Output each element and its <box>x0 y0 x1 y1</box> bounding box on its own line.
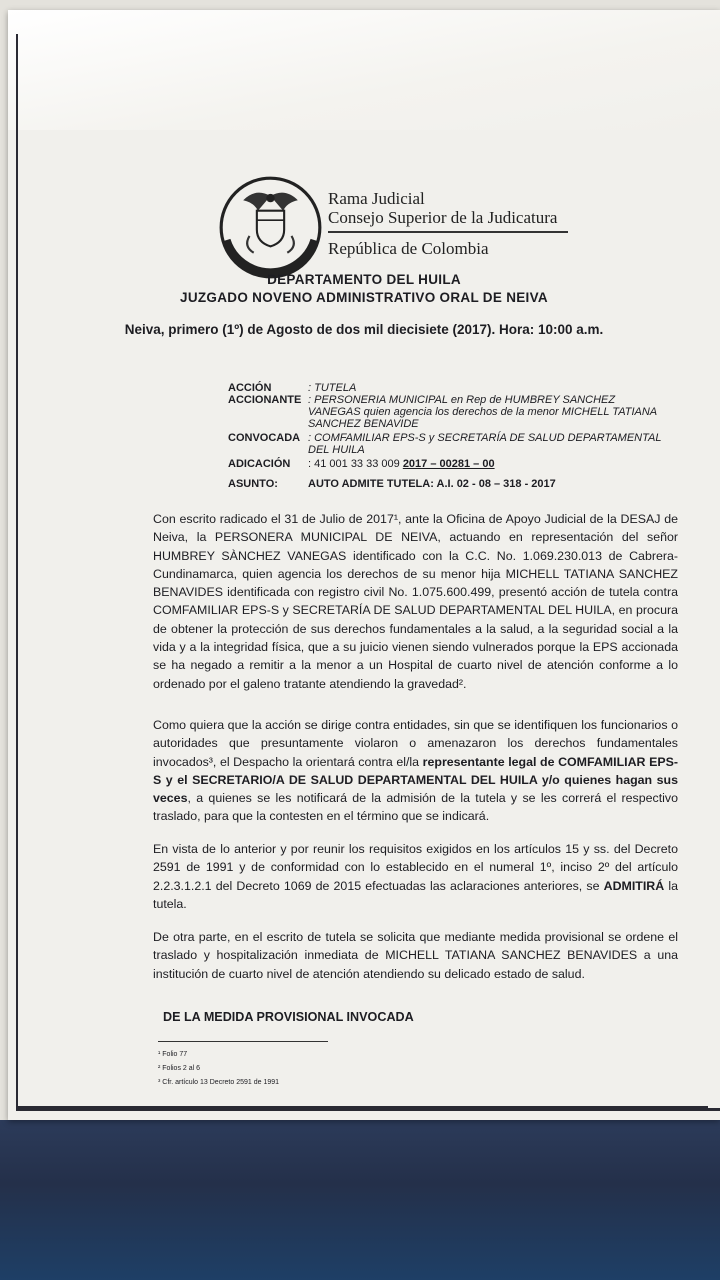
accionante-value: : PERSONERIA MUNICIPAL en Rep de HUMBREY SANCHEZ VANEGAS quien agencia los derechos de la menor MICHELL TATIANA SANCHEZ BENAVIDE <box>308 394 657 430</box>
paragraph-3 <box>153 840 678 913</box>
footnote-2: ² Folios 2 al 6 <box>158 1065 201 1072</box>
convocada-label: CONVOCADA <box>228 432 301 444</box>
page-bottom-rule <box>16 1108 720 1111</box>
document-page <box>8 10 720 1120</box>
adicacion-label: ADICACIÓN <box>228 458 291 470</box>
paragraph-2-start: Como quiera que la acción se dirige contra entidades, sin que se identifiquen los funcionarios o autoridades que presuntamente violaron o amenazaron los derechos fundamentales invocados³, el Despacho la orientará contra el/la <box>153 718 678 769</box>
paragraph-3-bold: ADMITIRÁ <box>603 878 665 893</box>
asunto-value: AUTO ADMITE TUTELA: A.I. 02 - 08 – 318 - 2017 <box>308 478 556 490</box>
logo-divider <box>328 231 568 233</box>
judicial-logo <box>218 175 638 285</box>
court-title: JUZGADO NOVENO ADMINISTRATIVO ORAL DE NEIVA <box>180 290 548 305</box>
paragraph-2-end: , a quienes se les notificará de la admisión de la tutela y se les correrá el respectivo traslado, para que la contesten en el término que se indicará. <box>153 791 678 824</box>
accionante-label: ACCIONANTE <box>228 394 302 406</box>
section-heading: DE LA MEDIDA PROVISIONAL INVOCADA <box>163 1010 414 1024</box>
adicacion-prefix: : 41 001 33 33 009 <box>308 458 403 470</box>
paragraph-1: Con escrito radicado el 31 de Julio de 2017¹, ante la Oficina de Apoyo Judicial de la DESAJ de Neiva, la PERSONERA MUNICIPAL DE NEIVA, actuando en representación del señor HUMBREY SÀNCHEZ VANEGAS identificado con la C.C. No. 1.069.230.013 de Cabrera-Cundinamarca, quien agencia los derechos de su menor hija MICHELL TATIANA SANCHEZ BENAVIDES identificada con registro civil No. 1.075.600.499, presentó acción de tutela contra COMFAMILIAR EPS-S y SECRETARÍA DE SALUD DEPARTAMENTAL DEL HUILA, en procura de obtener la protección de sus derechos fundamentales a la salud, a la seguridad social a la vida y a la integridad física, que a su juicio vienen siendo vulnerados porque la EPS accionada se ha negado a remitir a la menor a un Hospital de cuarto nivel de atención conforme a lo ordenado por el galeno tratante atendiendo la gravedad². <box>153 512 678 691</box>
asunto-label: ASUNTO: <box>228 478 278 490</box>
convocada-value: : COMFAMILIAR EPS-S y SECRETARÍA DE SALUD DEPARTAMENTAL DEL HUILA <box>308 432 662 456</box>
department-title: DEPARTAMENTO DEL HUILA <box>267 272 461 287</box>
adicacion-number: 2017 – 00281 – 00 <box>402 458 495 470</box>
footnote-1: ¹ Folio 77 <box>158 1051 188 1058</box>
logo-line-republica: República de Colombia <box>328 238 489 258</box>
date-line: Neiva, primero (1º) de Agosto de dos mil diecisiete (2017). Hora: 10:00 a.m. <box>124 322 604 337</box>
paragraph-3-end: la tutela. <box>153 878 678 911</box>
logo-line-consejo: Consejo Superior de la Judicatura <box>328 208 558 227</box>
paragraph-3-start: En vista de lo anterior y por reunir los requisitos exigidos en los artículos 15 y ss. del Decreto 2591 de 1991 y de conformidad con lo establecido en el numeral 1º, inciso 2º del artículo 2.2.3.1.2.1 del Decreto 1069 de 2015 efectuadas las aclaraciones anteriores, se <box>153 842 678 893</box>
footnote-divider <box>158 1041 328 1042</box>
paragraph-2-bold: representante legal de COMFAMILIAR EPS-S y el SECRETARIO/A DE SALUD DEPARTAMENTAL DEL HUILA y/o quienes hagan sus veces <box>153 754 678 806</box>
paragraph-2 <box>153 716 678 826</box>
colombia-seal-icon <box>218 175 323 280</box>
logo-line-rama: Rama Judicial <box>328 189 425 208</box>
case-metadata <box>228 382 668 490</box>
accion-label: ACCIÓN <box>228 382 272 394</box>
accion-value: : TUTELA <box>308 382 357 394</box>
paragraph-4: De otra parte, en el escrito de tutela se solicita que mediante medida provisional se ordene el traslado y hospitalización inmediata de MICHELL TATIANA SANCHEZ BENAVIDES a una institución de cuarto nivel de atención atendiendo su delicado estado de salud. <box>153 930 678 981</box>
footnote-3: ³ Cfr. artículo 13 Decreto 2591 de 1991 <box>158 1079 280 1086</box>
background-fabric <box>0 1120 720 1280</box>
